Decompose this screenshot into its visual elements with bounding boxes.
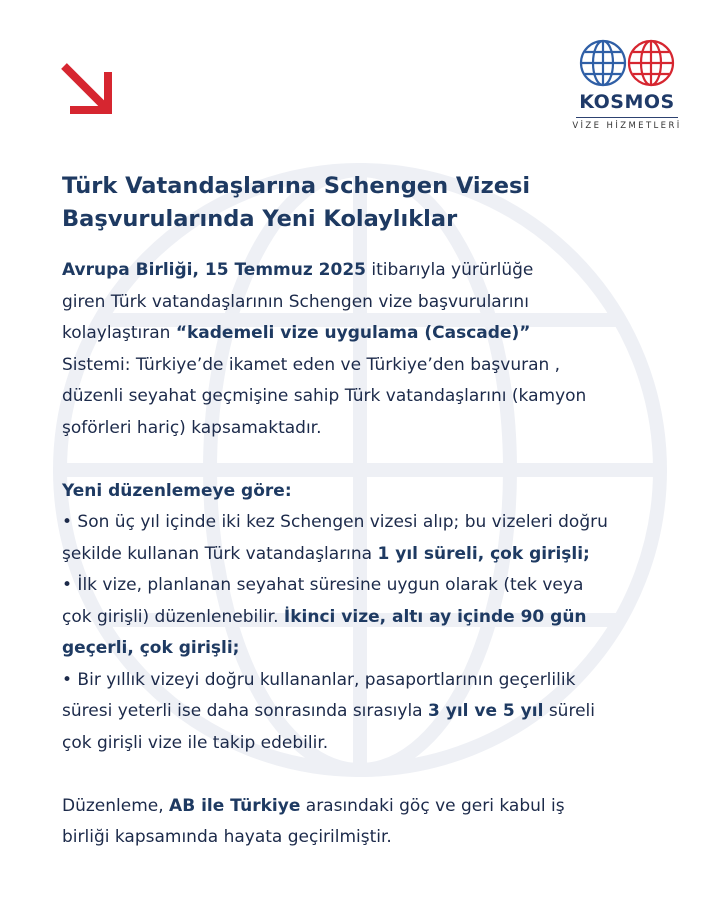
intro-bold-cascade: “kademeli vize uygulama (Cascade)”	[175, 323, 531, 343]
logo-subtitle: VİZE HİZMETLERİ	[572, 121, 682, 131]
rule-item-3: süresi yeterli ise daha sonrasında sırasıyla	[62, 701, 428, 721]
intro-bold-date: Avrupa Birliği, 15 Temmuz 2025	[62, 260, 366, 280]
closing-paragraph	[62, 791, 672, 854]
closing-text: arasındaki göç ve geri kabul iş	[300, 795, 565, 816]
article-body	[62, 255, 672, 854]
rule-item-1: şekilde kullanan Türk vatandaşlarına	[62, 543, 378, 564]
intro-text: şoförleri hariç) kapsamaktadır.	[62, 417, 322, 438]
rule-item-2: • İlk vize, planlanan seyahat süresine uygun olarak (tek veya	[62, 575, 584, 595]
intro-text: kolaylaştıran	[62, 323, 176, 343]
logo-divider	[576, 117, 678, 118]
intro-text: düzenli seyahat geçmişine sahip Türk vatandaşlarını (kamyon	[62, 386, 587, 406]
closing-text: birliği kapsamında hayata geçirilmiştir.	[62, 827, 392, 847]
page-title	[62, 170, 642, 236]
intro-text: Sistemi: Türkiye’de ikamet eden ve Türkiye’den başvuran ,	[62, 354, 561, 375]
rules-paragraph	[62, 476, 672, 760]
rule-item-2-bold: İkinci vize, altı ay içinde 90 gün	[283, 606, 587, 627]
logo-name: KOSMOS	[579, 91, 675, 113]
closing-bold: AB ile Türkiye	[169, 795, 301, 816]
rule-item-1: • Son üç yıl içinde iki kez Schengen vizesi alıp; bu vizeleri doğru	[62, 512, 608, 532]
title-line-1: Türk Vatandaşlarına Schengen Vizesi	[62, 173, 531, 199]
intro-text: giren Türk vatandaşlarının Schengen vize başvurularını	[62, 291, 529, 312]
closing-text: Düzenleme,	[62, 795, 170, 816]
rule-item-2: çok girişli) düzenlenebilir.	[62, 606, 284, 627]
rule-item-3: çok girişli vize ile takip edebilir.	[62, 732, 329, 753]
double-globe-icon	[577, 38, 677, 88]
rule-item-2-bold: geçerli, çok girişli;	[62, 638, 240, 658]
rule-item-3: süreli	[543, 701, 595, 721]
rule-item-1-bold: 1 yıl süreli, çok girişli;	[377, 543, 590, 564]
intro-text: itibarıyla yürürlüğe	[365, 260, 534, 280]
kosmos-logo	[572, 38, 682, 131]
title-line-2: Başvurularında Yeni Kolaylıklar	[62, 206, 458, 232]
rule-item-3: • Bir yıllık vizeyi doğru kullananlar, pasaportlarının geçerlilik	[62, 669, 576, 690]
rules-heading: Yeni düzenlemeye göre:	[62, 480, 292, 501]
rule-item-3-bold: 3 yıl ve 5 yıl	[428, 701, 544, 721]
arrow-down-right-icon	[58, 60, 118, 120]
intro-paragraph	[62, 255, 672, 444]
